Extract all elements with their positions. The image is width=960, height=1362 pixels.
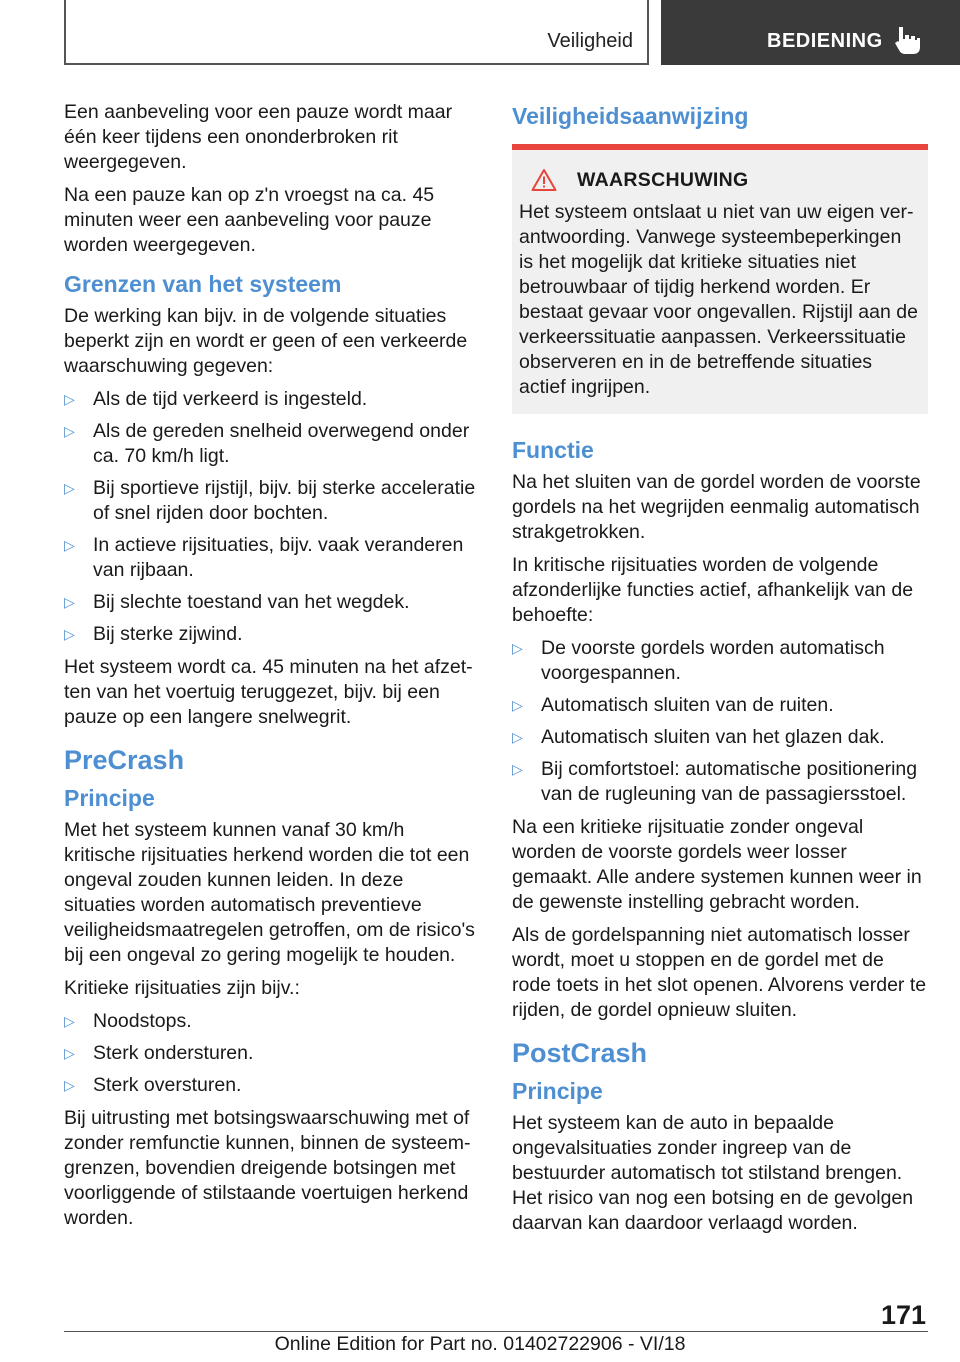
warning-text: Het systeem ontslaat u niet van uw eigen verantwoording. Vanwege systeembeperkingen is het mogelijk dat kritieke situaties niet betrouwbaar of tijdig herkend worden. Er bestaat gevaar voor ongevallen. Rijstijl aan de verkeerssituatie aanpassen. Verkeerssituatie observeren en in de betreffende situaties actief ingrijpen.	[519, 201, 918, 398]
paragraph: In kritische rijsituaties worden de volgende afzonderlijke functies actief, afhankelijk van de behoefte:	[512, 554, 914, 626]
list-item: ▷ Bij slechte toestand van het wegdek.	[64, 591, 410, 613]
list-item: ▷ Automatisch sluiten van de ruiten.	[512, 694, 834, 716]
footer-edition: Online Edition for Part no. 01402722906 - VI/18	[274, 1333, 686, 1355]
header-section-title: Veiligheid	[547, 30, 633, 52]
limits-list	[64, 387, 479, 647]
triangle-bullet-icon: ▷	[512, 761, 523, 777]
warning-triangle-icon	[531, 168, 557, 192]
heading-system-limits: Grenzen van het systeem	[64, 271, 342, 297]
list-item: ▷ Sterk ondersturen.	[64, 1042, 254, 1064]
paragraph: Het systeem kan de auto in bepaalde ongevalsituaties zonder ingreep van de bestuurder automatisch tot stilstand brengen. Het risico van nog een botsing en de gevolgen daarvan kan daardoor verlaagd worden.	[512, 1112, 914, 1234]
heading-postcrash: PostCrash	[512, 1038, 648, 1068]
paragraph: Met het systeem kunnen vanaf 30 km/h kritische rijsituaties herkend worden die tot een ongeval zouden kunnen leiden. In deze situaties worden automatisch preventieve veiligheidsmaatregelen getroffen, om de risico's bij een ongeval zo gering mogelijk te houden.	[64, 819, 475, 966]
paragraph: Na een pauze kan op z'n vroegst na ca. 45 minuten weer een aanbeveling voor pauze worden weergegeven.	[64, 184, 435, 256]
list-item: ▷ Bij comfortstoel: automatische positionering van de rugleuning van de passagiersstoel.	[512, 758, 918, 805]
paragraph: Na het sluiten van de gordel worden de voorste gordels na het wegrijden eenmalig automatisch strakgetrokken.	[512, 471, 921, 543]
list-item: ▷ De voorste gordels worden automatisch voorgespannen.	[512, 637, 885, 684]
triangle-bullet-icon: ▷	[512, 640, 523, 656]
heading-safety-note: Veiligheidsaanwijzing	[512, 103, 749, 129]
list-item: ▷ Als de gereden snelheid overwegend onder ca. 70 km/h ligt.	[64, 420, 470, 467]
paragraph: Bij uitrusting met botsingswaarschuwing met of zonder remfunctie kunnen, binnen de systeemgrenzen, bovendien dreigende botsingen met voorliggende of stilstaande voertuigen herkend worden.	[64, 1107, 471, 1229]
heading-precrash: PreCrash	[64, 745, 185, 775]
paragraph: Kritieke rijsituaties zijn bijv.:	[64, 977, 300, 999]
triangle-bullet-icon: ▷	[64, 537, 75, 553]
header-section-box	[64, 0, 649, 65]
triangle-bullet-icon: ▷	[64, 1045, 75, 1061]
pointing-hand-icon	[893, 25, 921, 55]
list-item: ▷ Noodstops.	[64, 1010, 192, 1032]
list-item: ▷ In actieve rijsituaties, bijv. vaak veranderen van rijbaan.	[64, 534, 464, 581]
triangle-bullet-icon: ▷	[64, 480, 75, 496]
list-item: ▷ Bij sterke zijwind.	[64, 623, 243, 645]
critical-list	[64, 1009, 479, 1098]
triangle-bullet-icon: ▷	[512, 729, 523, 745]
triangle-bullet-icon: ▷	[64, 391, 75, 407]
page-number: 171	[880, 1300, 926, 1330]
left-column	[64, 100, 479, 1239]
paragraph: Na een kritieke rijsituatie zonder ongeval worden de voorste gordels weer losser gemaakt. Alle andere systemen kunnen weer in de gewenste instelling gebracht worden.	[512, 816, 922, 913]
triangle-bullet-icon: ▷	[64, 594, 75, 610]
header-chapter-tab	[661, 0, 960, 65]
paragraph: Een aanbeveling voor een pauze wordt maar één keer tijdens een ononderbroken rit weergegeven.	[64, 101, 453, 173]
heading-principle: Principe	[512, 1078, 603, 1104]
functions-list	[512, 636, 928, 807]
triangle-bullet-icon: ▷	[64, 1077, 75, 1093]
warning-box	[512, 144, 928, 414]
footer-divider	[64, 1331, 928, 1332]
list-item: ▷ Sterk oversturen.	[64, 1074, 242, 1096]
warning-header	[519, 168, 920, 192]
triangle-bullet-icon: ▷	[64, 423, 75, 439]
paragraph: Als de gordelspanning niet automatisch losser wordt, moet u stoppen en de gordel met de rode toets in het slot openen. Alvorens verder te rijden, de gordel opnieuw sluiten.	[512, 924, 927, 1021]
header-chapter-title: BEDIENING	[767, 30, 883, 52]
list-item: ▷ Bij sportieve rijstijl, bijv. bij sterke acceleratie of snel rijden door bochten.	[64, 477, 476, 524]
paragraph: De werking kan bijv. in de volgende situaties beperkt zijn en wordt er geen of een verkeerde waarschuwing gegeven:	[64, 305, 468, 377]
triangle-bullet-icon: ▷	[64, 1013, 75, 1029]
right-column	[512, 100, 928, 1244]
triangle-bullet-icon: ▷	[64, 626, 75, 642]
list-item: ▷ Als de tijd verkeerd is ingesteld.	[64, 388, 368, 410]
triangle-bullet-icon: ▷	[512, 697, 523, 713]
paragraph: Het systeem wordt ca. 45 minuten na het afzetten van het voertuig teruggezet, bijv. bij een pauze op een langere snelwegrit.	[64, 656, 473, 728]
warning-title: WAARSCHUWING	[577, 168, 749, 191]
heading-principle: Principe	[64, 785, 155, 811]
list-item: ▷ Automatisch sluiten van het glazen dak.	[512, 726, 885, 748]
heading-function: Functie	[512, 437, 594, 463]
